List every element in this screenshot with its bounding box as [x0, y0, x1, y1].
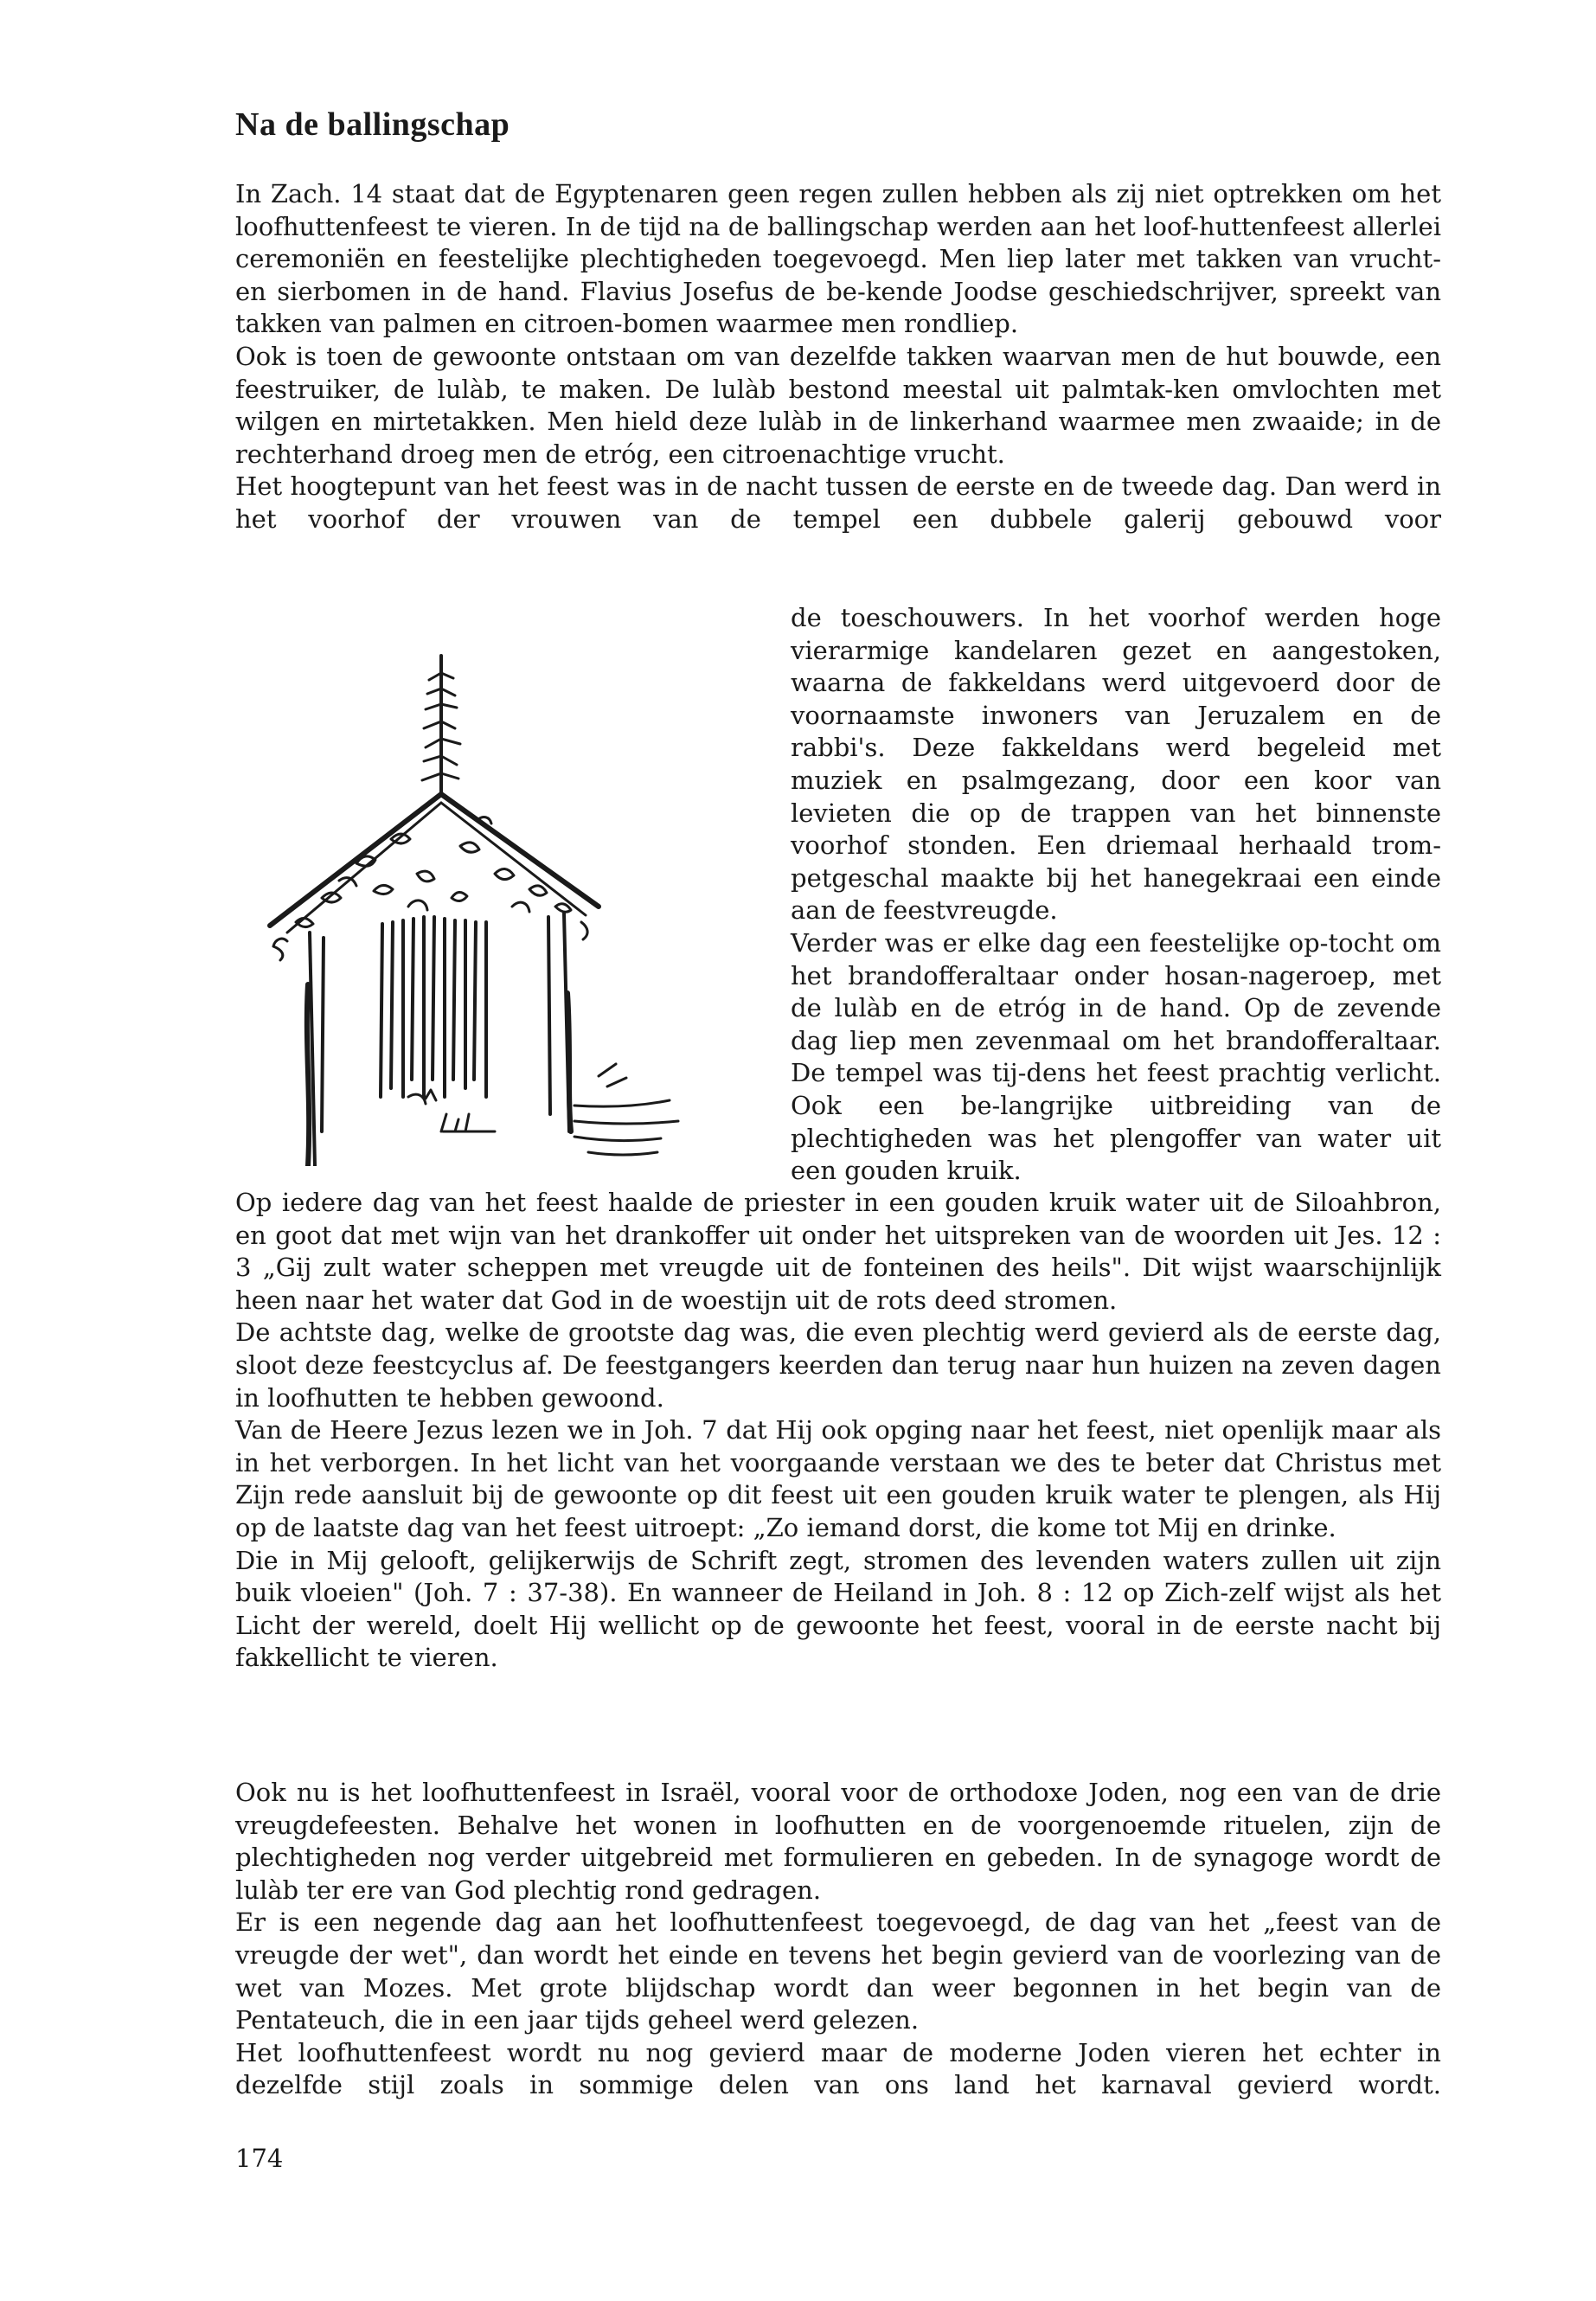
- text-block-top: [235, 178, 1441, 536]
- paragraph-optocht-start: Verder was er elke dag een feestelijke op-tocht om het brandofferaltaar onder hosan-nageroep, met de lulàb en de etróg in de hand. Op de zevende dag liep men zevenmaal om het brandofferaltaar. De tempel was tij-dens het feest prachtig verlicht. Ook een be-langrijke uitbreiding van de plechtigheden was het plengoffer van water uit een gouden kruik.: [791, 927, 1441, 1186]
- paragraph-hoogtepunt-start: Het hoogtepunt van het feest was in de nacht tussen de eerste en de tweede dag. Dan werd in het voorhof der vrouwen van de tempel een dubbele galerij gebouwd voor: [235, 471, 1441, 534]
- paragraph-achtste-dag: De achtste dag, welke de grootste dag was, die even plechtig werd gevierd als de eerste dag, sloot deze feestcyclus af. De feestgangers keerden dan terug naar hun huizen na zeven dagen in loofhutten te hebben gewoond.: [235, 1317, 1441, 1413]
- paragraph-plengoffer-cont: Op iedere dag van het feest haalde de priester in een gouden kruik water uit de Siloahbron, en goot dat met wijn van het drankoffer uit onder het uitspreken van de woorden uit Jes. 12 : 3 „Gij zult water scheppen met vreugde uit de fonteinen des heils". Dit wijst waarschijnlijk heen naar het water dat God in de woestijn uit de rots deed stromen.: [235, 1188, 1441, 1315]
- section-heading: Na de ballingschap: [235, 106, 510, 143]
- paragraph-gelooft: Die in Mij gelooft, gelijkerwijs de Schrift zegt, stromen des levenden waters zullen uit zijn buik vloeien" (Joh. 7 : 37-38). En wanneer de Heiland in Joh. 8 : 12 op Zich-zelf wijst als het Licht der wereld, doelt Hij wellicht op de gewoonte het feest, vooral in de eerste nacht bij fakkellicht te vieren.: [235, 1545, 1441, 1673]
- paragraph-hoogtepunt-cont: de toeschouwers. In het voorhof werden hoge vierarmige kandelaren gezet en aangestoken, waarna de fakkeldans werd uitgevoerd door de voornaamste inwoners van Jeruzalem en de rabbi's. Deze fakkeldans werd begeleid met muziek en psalmgezang, door een koor van levieten die op de trappen van het binnenste voorhof stonden. Een driemaal herhaald trom-petgeschal maakte bij het hanegekraai een einde aan de feestvreugde.: [791, 603, 1441, 926]
- text-block-bottom: [235, 1777, 1441, 2102]
- paragraph-lulab: Ook is toen de gewoonte ontstaan om van dezelfde takken waarvan men de hut bouwde, een feestruiker, de lulàb, te maken. De lulàb bestond meestal uit palmtak-ken omvlochten met wilgen en mirtetakken. Men hield deze lulàb in de linkerhand waarmee men zwaaide; in de rechterhand droeg men de etróg, een citroenachtige vrucht.: [235, 341, 1441, 469]
- paragraph-jezus: Van de Heere Jezus lezen we in Joh. 7 dat Hij ook opging naar het feest, niet openlijk maar als in het verborgen. In het licht van het voorgaande verstaan we des te beter dat Christus met Zijn rede aansluit bij de gewoonte op dit feest uit een gouden kruik water te plengen, als Hij op de laatste dag van het feest uitroept: „Zo iemand dorst, die kome tot Mij en drinke.: [235, 1415, 1441, 1542]
- booth-illustration: [235, 647, 720, 1166]
- paragraph-zach: In Zach. 14 staat dat de Egyptenaren geen regen zullen hebben als zij niet optrekken om het loofhuttenfeest te vieren. In de tijd na de ballingschap werden aan het loof-huttenfeest allerlei ceremoniën en feestelijke plechtigheden toegevoegd. Men liep later met takken van vrucht- en sierbomen in de hand. Flavius Josefus de be-kende Joodse geschiedschrijver, spreekt van takken van palmen en citroen-bomen waarmee men rondliep.: [235, 179, 1441, 339]
- paragraph-karnaval: Het loofhuttenfeest wordt nu nog gevierd maar de moderne Joden vieren het echter in dezelfde stijl zoals in sommige delen van ons land het karnaval gevierd wordt.: [235, 2037, 1441, 2100]
- paragraph-ook-nu: Ook nu is het loofhuttenfeest in Israël, vooral voor de orthodoxe Joden, nog een van de drie vreugdefeesten. Behalve het wonen in loofhutten en de voorgenoemde rituelen, zijn de plechtigheden nog verder uitgebreid met formulieren en gebeden. In de synagoge wordt de lulàb ter ere van God plechtig rond gedragen.: [235, 1778, 1441, 1905]
- text-column-beside-figure: [791, 602, 1441, 1188]
- text-block-middle: [235, 1187, 1441, 1675]
- paragraph-negende-dag: Er is een negende dag aan het loofhuttenfeest toegevoegd, de dag van het „feest van de vreugde der wet", dan wordt het einde en tevens het begin gevierd van de voorlezing van de wet van Mozes. Met grote blijdschap wordt dan weer begonnen in het begin van de Pentateuch, die in een jaar tijds geheel werd gelezen.: [235, 1907, 1441, 2035]
- page-number: 174: [235, 2144, 284, 2173]
